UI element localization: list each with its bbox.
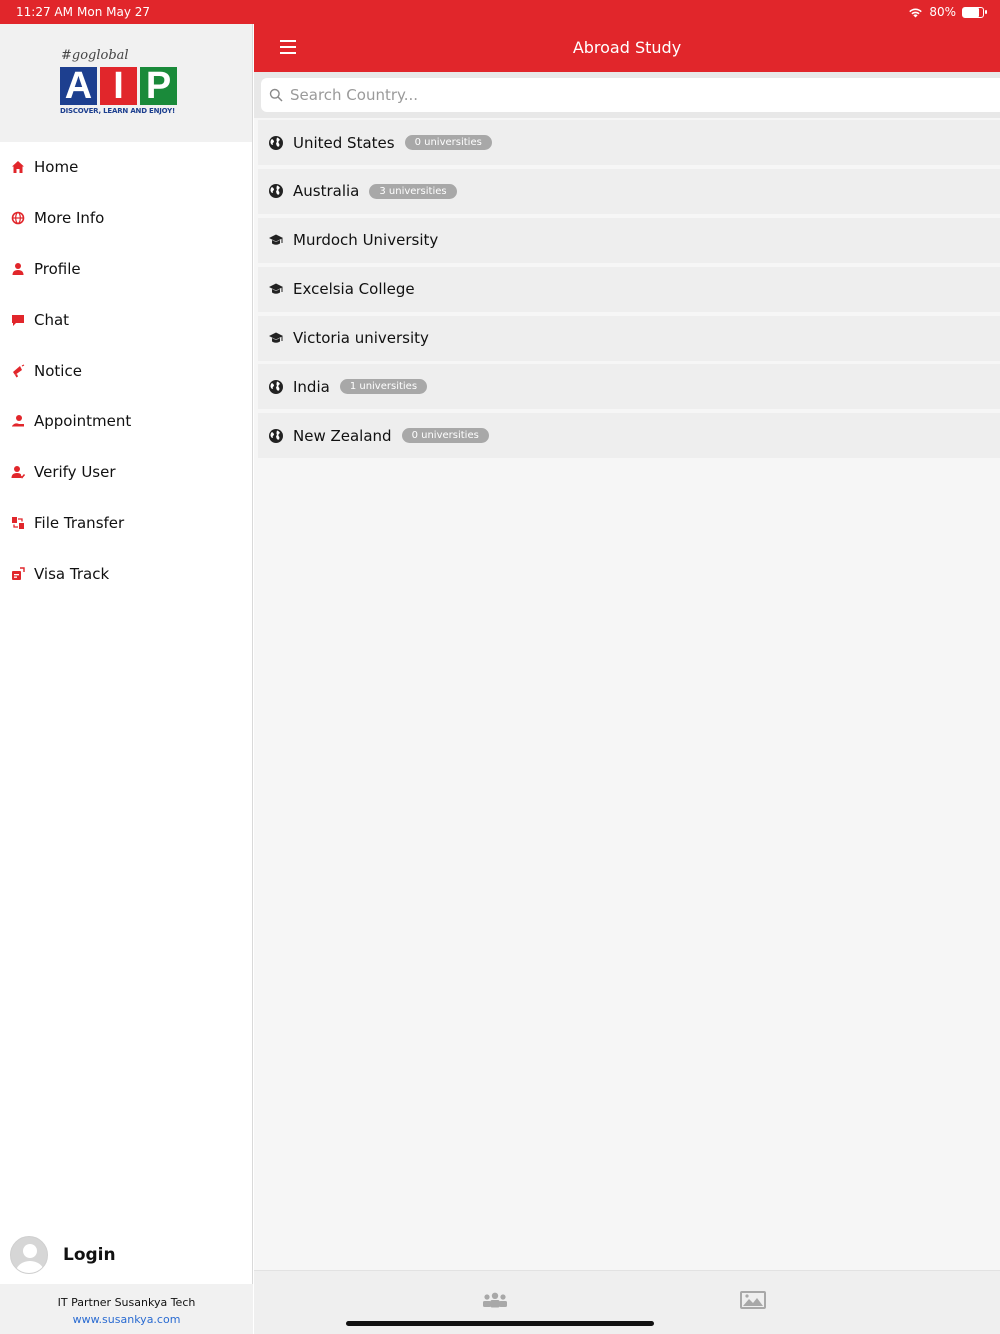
sidebar-item-label: Verify User [34, 463, 116, 482]
status-indicators [908, 5, 984, 19]
avatar [10, 1236, 48, 1274]
globe-icon [268, 135, 284, 151]
globe-icon [10, 210, 26, 226]
app-header [254, 24, 1000, 72]
country-list [254, 120, 1000, 458]
status-bar [0, 0, 1000, 24]
logo-letter-p: P [140, 67, 177, 105]
wifi-icon [908, 7, 923, 18]
list-item[interactable] [258, 364, 1000, 409]
sidebar-item-more-info[interactable] [0, 193, 252, 244]
search-bar [254, 72, 1000, 118]
sidebar-item-label: More Info [34, 209, 105, 228]
sidebar-item-label: Appointment [34, 412, 132, 431]
file-transfer-icon [10, 515, 26, 531]
status-date: Mon May 27 [77, 5, 151, 19]
sidebar-item-label: Notice [34, 361, 82, 380]
sidebar-item-label: Chat [34, 310, 70, 329]
logo-letter-a: A [60, 67, 97, 105]
page-title: Abroad Study [572, 38, 682, 57]
verify-user-icon [10, 464, 26, 480]
sidebar-item-verify-user[interactable] [0, 447, 252, 498]
graduation-cap-icon [268, 330, 284, 346]
globe-icon [268, 379, 284, 395]
gallery-icon [740, 1291, 766, 1309]
universities-badge: 1 universities [340, 379, 427, 394]
search-box [261, 78, 1000, 112]
list-item-label: New Zealand [293, 426, 392, 445]
list-item-label: Australia [293, 182, 360, 201]
list-item[interactable] [258, 316, 1000, 361]
sidebar-item-label: Profile [34, 259, 81, 278]
partner-link[interactable]: www.susankya.com [72, 1313, 181, 1326]
people-icon [482, 1292, 508, 1308]
sidebar-item-appointment[interactable] [0, 396, 252, 447]
list-item[interactable] [258, 169, 1000, 214]
sidebar-item-label: Visa Track [34, 564, 110, 583]
list-item[interactable] [258, 413, 1000, 458]
tab-people[interactable] [480, 1289, 510, 1311]
megaphone-icon [10, 363, 26, 379]
globe-icon [268, 428, 284, 444]
list-item-label: United States [293, 133, 395, 152]
tab-gallery[interactable] [738, 1289, 768, 1311]
sidebar-item-chat[interactable] [0, 294, 252, 345]
chat-icon [10, 312, 26, 328]
globe-icon [268, 183, 284, 199]
sidebar-item-profile[interactable] [0, 244, 252, 295]
home-icon [10, 159, 26, 175]
battery-percentage: 80% [929, 5, 956, 19]
battery-icon [962, 7, 984, 18]
list-item-label: India [293, 377, 330, 396]
partner-footer [0, 1284, 253, 1334]
graduation-cap-icon [268, 281, 284, 297]
login-label: Login [63, 1245, 116, 1265]
logo-tagline: DISCOVER, LEARN AND ENJOY! [60, 107, 176, 115]
sidebar-item-label: File Transfer [34, 513, 125, 532]
logo-hashtag: #goglobal [61, 48, 129, 63]
universities-badge: 3 universities [369, 184, 456, 199]
sidebar-menu [0, 142, 252, 599]
login-button[interactable] [10, 1236, 116, 1274]
logo-letter-i: I [100, 67, 137, 105]
status-time: 11:27 AM [16, 5, 73, 19]
graduation-cap-icon [268, 232, 284, 248]
logo [0, 24, 252, 142]
user-icon [10, 261, 26, 277]
list-item-label: Murdoch University [293, 231, 439, 250]
appointment-icon [10, 413, 26, 429]
sidebar-item-notice[interactable] [0, 345, 252, 396]
search-icon [269, 88, 283, 102]
visa-track-icon [10, 566, 26, 582]
home-indicator[interactable] [346, 1321, 654, 1326]
universities-badge: 0 universities [405, 135, 492, 150]
battery-fill [963, 8, 979, 17]
logo-letters [60, 67, 177, 105]
universities-badge: 0 universities [402, 428, 489, 443]
main-content [254, 24, 1000, 1334]
partner-text: IT Partner Susankya Tech [57, 1296, 196, 1309]
list-item[interactable] [258, 218, 1000, 263]
sidebar-item-file-transfer[interactable] [0, 498, 252, 549]
sidebar [0, 24, 253, 1334]
list-item-label: Excelsia College [293, 280, 415, 299]
search-input[interactable] [290, 86, 1000, 104]
list-item[interactable] [258, 267, 1000, 312]
sidebar-item-home[interactable] [0, 142, 252, 193]
list-item-label: Victoria university [293, 329, 429, 348]
sidebar-item-label: Home [34, 158, 79, 177]
sidebar-item-visa-track[interactable] [0, 548, 252, 599]
list-item[interactable] [258, 120, 1000, 165]
